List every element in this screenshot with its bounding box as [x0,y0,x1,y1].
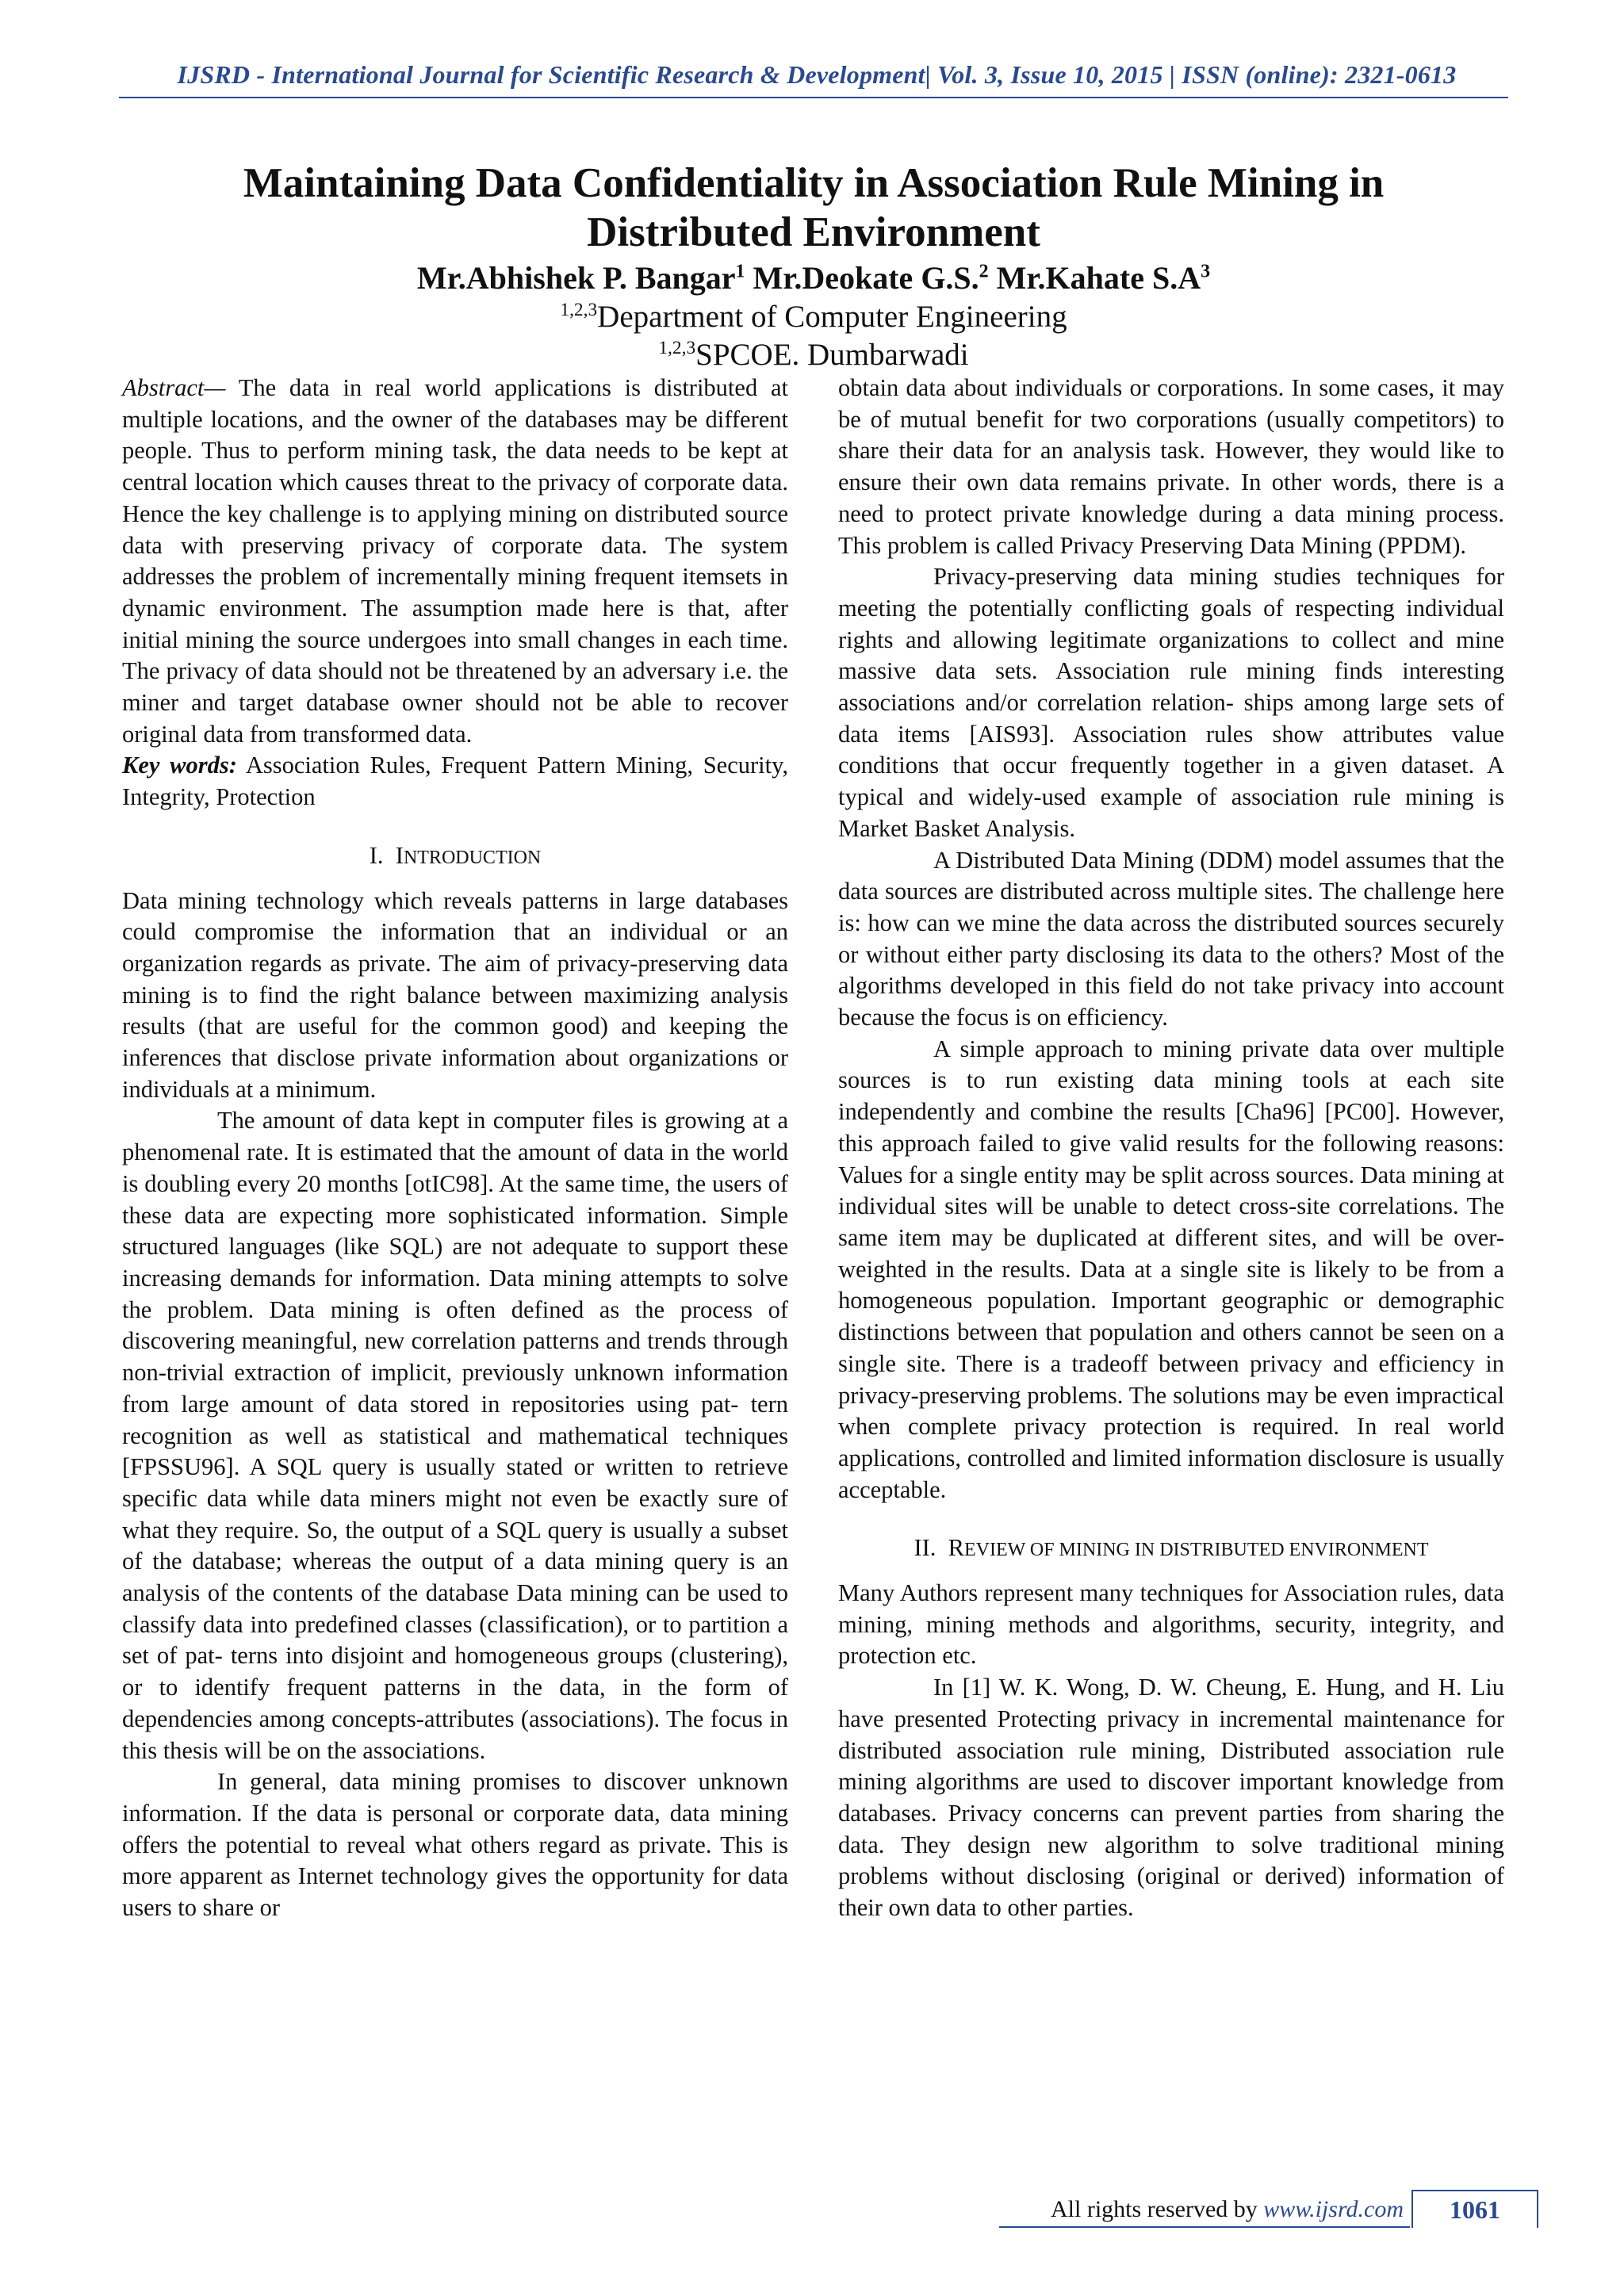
abstract-text: The data in real world applications is distributed at multiple locations, and the owner of the databases may be different people. Thus to perform mining task, the data needs to be kept at central location which causes threat to the privacy of corporate data. Hence the key challenge is to applying mining on distributed source data with preserving privacy of corporate data. The system addresses the problem of incrementally mining frequent itemsets in dynamic environment. The assumption made here is that, after initial mining the source undergoes into small changes in each time. The privacy of data should not be threatened by an adversary i.e. the miner and target database owner should not be able to recover original data from transformed data. [122,374,788,748]
paper-title [119,159,1508,257]
author-sup: 3 [1201,261,1211,282]
section-title-rest: EVIEW OF MINING IN DISTRIBUTED ENVIRONMENT [964,1540,1429,1561]
paper-title-line1: Maintaining Data Confidentiality in Association Rule Mining in [243,160,1385,206]
paragraph: A simple approach to mining private data over multiple sources is to run existing data mining tools at each site independently and combine the results [Cha96] [PC00]. However, this approach failed to give valid results for the following reasons: Values for a single entity may be split across sources. Data mining at individual sites will be unable to detect cross-site correlations. The same item may be duplicated at different sites, and will be over- weighted in the results. Data at a single site is likely to be from a homogeneous population. Important geographic or demographic distinctions between that population and others cannot be seen on a single site. There is a tradeoff between privacy and efficiency in privacy-preserving problems. The solutions may be even impractical when complete privacy protection is required. In real world applications, controlled and limited information disclosure is usually acceptable. [838,1035,1504,1503]
keywords [122,750,788,813]
rights-text: All rights reserved by [1051,2196,1264,2222]
section-title-rest: NTRODUCTION [403,847,542,868]
paragraph: A Distributed Data Mining (DDM) model assumes that the data sources are distributed across multiple sites. The challenge here is: how can we mine the data across the distributed sources securely or without either party disclosing its data to the others? Most of the algorithms developed in this field do not take privacy into account because the focus is on efficiency. [838,846,1504,1031]
website-link[interactable]: www.ijsrd.com [1263,2196,1404,2222]
affiliation-sup: 1,2,3 [658,338,696,358]
paragraph: In general, data mining promises to discover unknown information. If the data is personal or corporate data, data mining offers the potential to reveal what others regard as private. This is more apparent as Internet technology gives the opportunity for data users to share or [122,1768,788,1922]
department-name: Department of Computer Engineering [597,300,1067,334]
paragraph: In [1] W. K. Wong, D. W. Cheung, E. Hung, and H. Liu have presented Protecting privacy in incremental maintenance for distributed association rule mining, Distributed association rule mining algorithms are used to discover important knowledge from databases. Privacy concerns can prevent parties from sharing the data. They design new algorithm to solve traditional mining problems without disclosing (original or derived) information of their own data to other parties. [838,1674,1504,1922]
section-number: I. [369,841,384,869]
author-sup: 2 [979,261,989,282]
affiliation-institution [119,336,1508,374]
footer-rights [1051,2196,1404,2223]
page-footer [952,2190,1538,2228]
author-name: Mr.Abhishek P. Bangar [416,260,736,296]
affiliation-sup: 1,2,3 [560,300,598,320]
paragraph: Privacy-preserving data mining studies techniques for meeting the potentially conflicting goals of respecting individual rights and allowing legitimate organizations to collect and mine massive data sets. Association rule mining finds interesting associations and/or correlation relation- ships among large sets of data items [AIS93]. Association rules show attributes value conditions that occur frequently together in a given dataset. A typical and widely-used example of association rule mining is Market Basket Analysis. [838,563,1504,842]
section-first-letter: I [395,841,404,869]
header-rule [119,97,1508,98]
journal-header: IJSRD - International Journal for Scientific Research & Development| Vol. 3, Issue 10, 2015 | ISSN (online): 2321-0613 [177,60,1457,89]
keywords-text: Association Rules, Frequent Pattern Mining, Security, Integrity, Protection [122,752,788,811]
title-block [119,159,1508,374]
section-number: II. [914,1534,936,1562]
paragraph: Many Authors represent many techniques for Association rules, data mining, mining methods and algorithms, security, integrity, and protection etc. [838,1579,1504,1670]
section-heading-introduction [122,840,788,874]
paragraph: The amount of data kept in computer files is growing at a phenomenal rate. It is estimated that the amount of data in the world is doubling every 20 months [otIC98]. At the same time, the users of these data are expecting more sophisticated information. Simple structured languages (like SQL) are not adequate to support these increasing demands for information. Data mining attempts to solve the problem. Data mining is often defined as the process of discovering meaningful, new correlation patterns and trends through non-trivial extraction of implicit, previously unknown information from large amount of data stored in repositories using pat- tern recognition as well as statistical and mathematical techniques [FPSSU96]. A SQL query is usually stated or written to retrieve specific data while data miners might not even be exactly sure of what they require. So, the output of a SQL query is usually a subset of the database; whereas the output of a data mining query is an analysis of the contents of the database Data mining can be used to classify data into predefined classes (classification), or to partition a set of pat- terns into disjoint and homogeneous groups (clustering), or to identify frequent patterns in the data, in the form of dependencies among concepts-attributes (associations). The focus in this thesis will be on the associations. [122,1107,788,1764]
page-number: 1061 [1411,2190,1538,2228]
author-sup: 1 [735,261,745,282]
paper-title-line2: Distributed Environment [587,209,1040,255]
author-name: Mr.Kahate S.A [996,260,1201,296]
author-name: Mr.Deokate G.S. [753,260,979,296]
left-column [122,373,788,1924]
paragraph: obtain data about individuals or corporations. In some cases, it may be of mutual benefit for two corporations (usually competitors) to share their data for an analysis task. However, they would like to ensure their own data remains private. In other words, there is a need to protect private knowledge during a data mining process. This problem is called Privacy Preserving Data Mining (PPDM). [838,374,1504,559]
institution-name: SPCOE. Dumbarwadi [695,338,969,372]
section-heading-review [838,1533,1504,1567]
abstract [122,373,788,750]
keywords-label: Key words: [122,752,237,779]
affiliation-department [119,298,1508,336]
right-column [838,373,1504,1924]
author-list [119,258,1508,298]
footer-rule [999,2226,1410,2228]
section-first-letter: R [948,1534,965,1562]
abstract-label: Abstract— [122,374,226,401]
paragraph: Data mining technology which reveals patterns in large databases could compromise the information that an individual or an organization regards as private. The aim of privacy-preserving data mining is to find the right balance between maximizing analysis results (that are useful for the common good) and keeping the inferences that disclose private information about organizations or individuals at a minimum. [122,886,788,1103]
